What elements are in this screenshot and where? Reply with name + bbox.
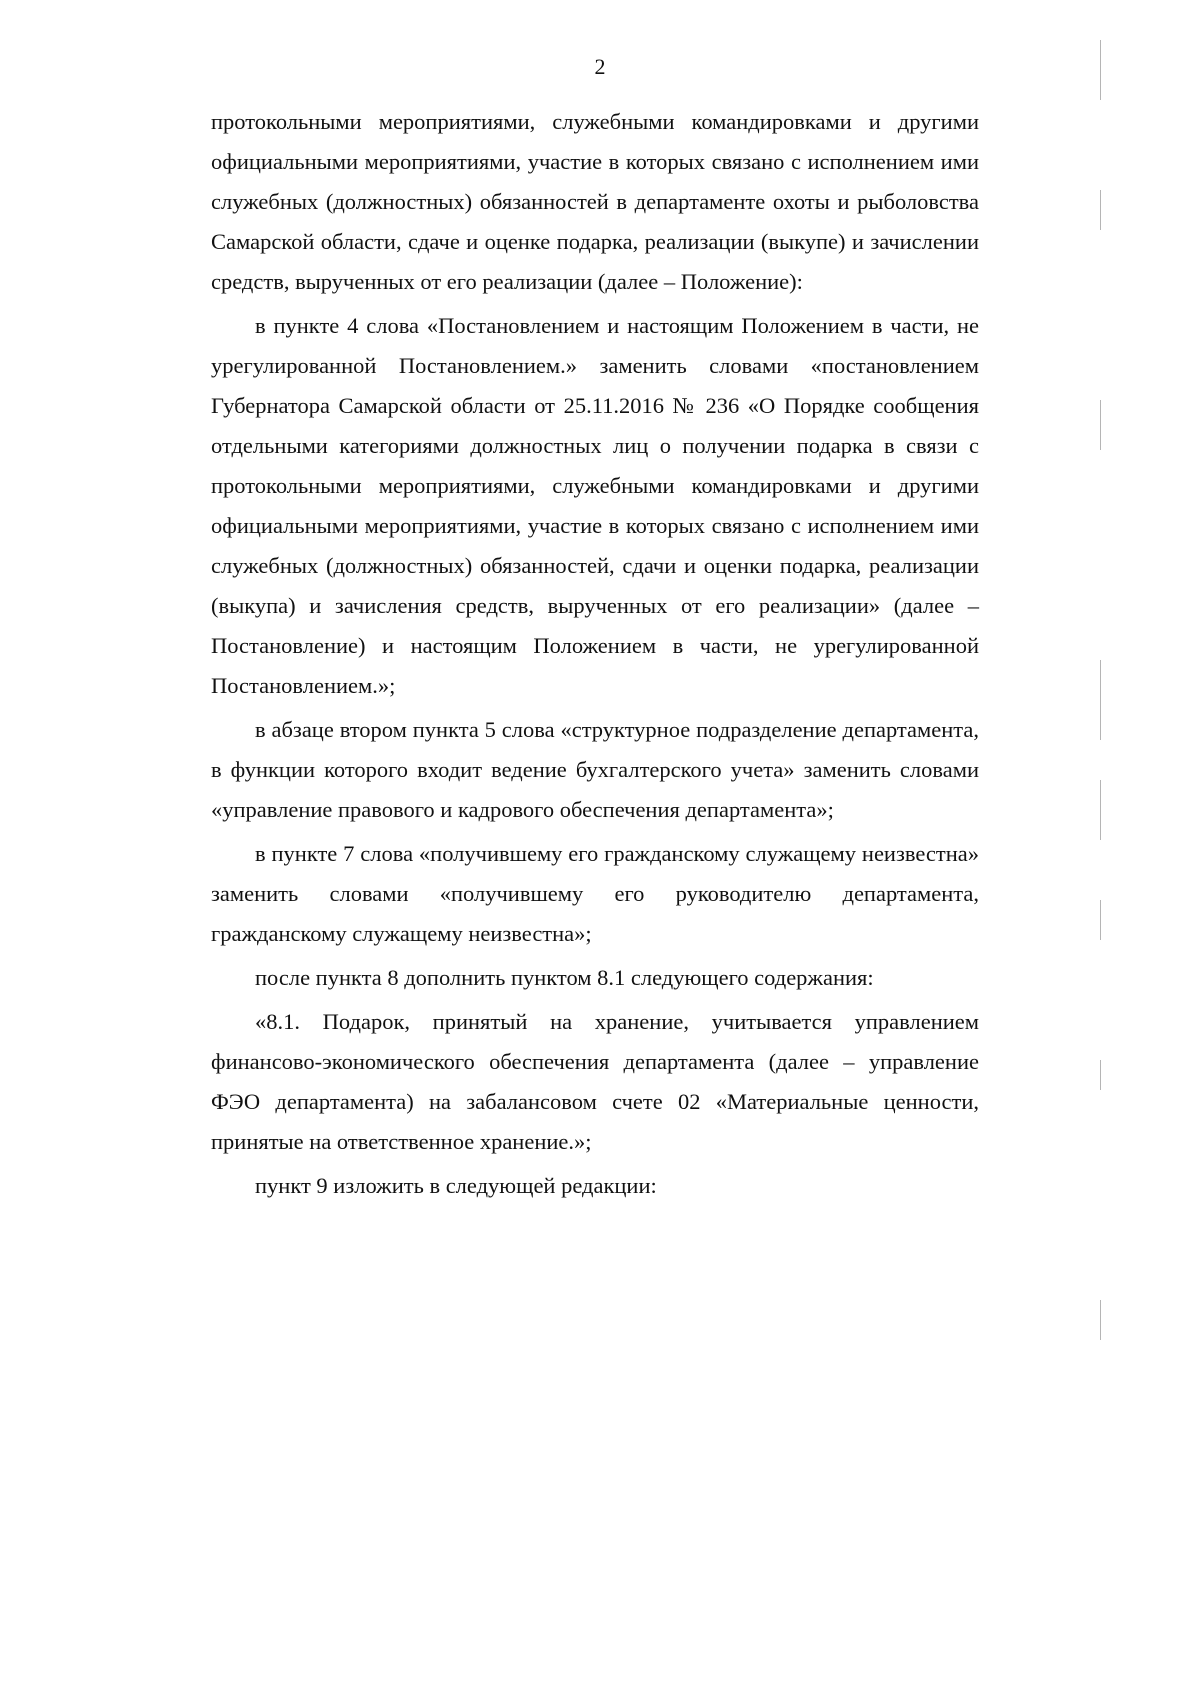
scan-artifact-line xyxy=(1100,190,1101,230)
scan-artifact-line xyxy=(1100,900,1101,940)
paragraph-continuation: протокольными мероприятиями, служебными командировками и другими официальными мероприятиями, участие в которых связано с исполнением ими служебных (должностных) обязанностей в департаменте охоты и рыболовства Самарской области, сдаче и оценке подарка, реализации (выкупе) и зачислении средств, вырученных от его реализации (далее – Положение): xyxy=(211,109,979,294)
paragraph-item-9: пункт 9 изложить в следующей редакции: xyxy=(255,1173,657,1198)
paragraph-after-8: после пункта 8 дополнить пунктом 8.1 следующего содержания: xyxy=(255,965,874,990)
scan-artifact-line xyxy=(1100,400,1101,450)
paragraph-item-4: в пункте 4 слова «Постановлением и настоящим Положением в части, не урегулированной Постановлением.» заменить словами «постановлением Губернатора Самарской области от 25.11.2016 № 236 «О Порядке сообщения отдельными категориями должностных лиц о получении подарка в связи с протокольными мероприятиями, служебными командировками и другими официальными мероприятиями, участие в которых связано с исполнением ими служебных (должностных) обязанностей, сдачи и оценки подарка, реализации (выкупа) и зачисления средств, вырученных от его реализации» (далее – Постановление) и настоящим Положением в части, не урегулированной Постановлением.»; xyxy=(211,313,979,698)
scan-artifact-line xyxy=(1100,780,1101,840)
paragraph-item-8-1: «8.1. Подарок, принятый на хранение, учитывается управлением финансово-экономического обеспечения департамента (далее – управление ФЭО департамента) на забалансовом счете 02 «Материальные ценности, принятые на ответственное хранение.»; xyxy=(211,1009,979,1154)
paragraph-item-5: в абзаце втором пункта 5 слова «структурное подразделение департамента, в функции которого входит ведение бухгалтерского учета» заменить словами «управление правового и кадрового обеспечения департамента»; xyxy=(211,717,979,822)
scan-artifact-line xyxy=(1100,1300,1101,1340)
page-number: 2 xyxy=(594,54,606,79)
scan-artifact-line xyxy=(1100,1060,1101,1090)
scan-artifact-line xyxy=(1100,40,1101,100)
document-body xyxy=(211,102,979,1210)
scan-artifact-line xyxy=(1100,660,1101,740)
paragraph-item-7: в пункте 7 слова «получившему его гражданскому служащему неизвестна» заменить словами «получившему его руководителю департамента, гражданскому служащему неизвестна»; xyxy=(211,841,979,946)
